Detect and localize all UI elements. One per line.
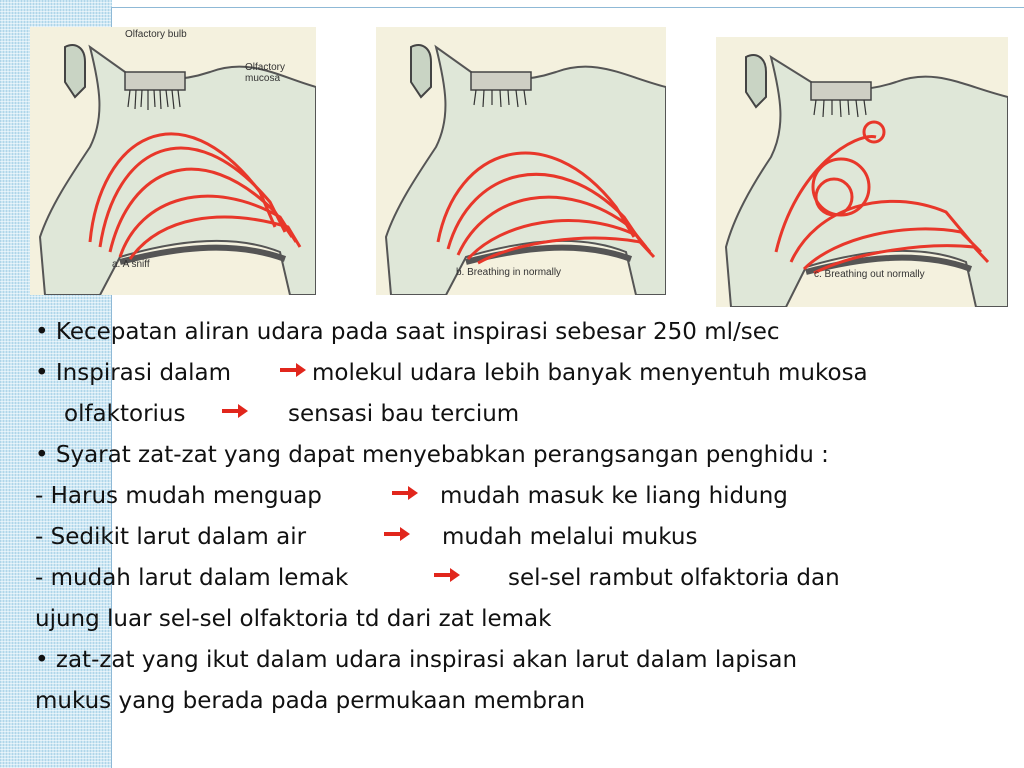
figure-label-a: a. A sniff	[112, 259, 150, 270]
smell-sensation: sensasi bau tercium	[288, 401, 520, 427]
text-line	[35, 312, 1010, 353]
right-arrow-icon	[392, 476, 418, 517]
figure-breathing-in	[376, 27, 666, 295]
text-line	[35, 394, 1010, 435]
requirement-volatile: - Harus mudah menguap	[35, 483, 322, 509]
figure-label-c: c. Breathing out normally	[814, 269, 925, 280]
text-line	[35, 681, 1010, 722]
bullet-deep-inspiration: • Inspirasi dalam	[35, 360, 232, 386]
bullet-mucus-dissolve: • zat-zat yang ikut dalam udara inspirasi akan larut dalam lapisan	[35, 647, 798, 673]
callout-olfactory-mucosa: Olfactory mucosa	[245, 62, 286, 84]
right-arrow-icon	[280, 353, 306, 394]
top-rule	[112, 7, 1024, 8]
nasal-cavity-diagram-breathing-out	[716, 37, 1008, 307]
right-arrow-icon	[384, 517, 410, 558]
requirement-lipid-soluble: - mudah larut dalam lemak	[35, 565, 349, 591]
bullet-airflow-speed: • Kecepatan aliran udara pada saat inspirasi sebesar 250 ml/sec	[35, 319, 780, 345]
text-line	[35, 435, 1010, 476]
olfactory-term: olfaktorius	[64, 401, 186, 427]
deep-inspiration-result: molekul udara lebih banyak menyentuh mukosa	[312, 360, 868, 386]
figure-sniff	[30, 27, 316, 295]
body-text	[35, 312, 1010, 722]
bullet-requirements: • Syarat zat-zat yang dapat menyebabkan perangsangan penghidu :	[35, 442, 829, 468]
nasal-cavity-diagram-breathing-in	[376, 27, 666, 295]
text-line	[35, 599, 1010, 640]
text-line	[35, 517, 1010, 558]
text-line	[35, 640, 1010, 681]
right-arrow-icon	[222, 394, 248, 435]
text-line	[35, 353, 1010, 394]
text-line	[35, 476, 1010, 517]
requirement-lipid-soluble-continued: ujung luar sel-sel olfaktoria td dari zat lemak	[35, 606, 552, 632]
figure-label-b: b. Breathing in normally	[456, 267, 562, 278]
figure-breathing-out	[716, 37, 1008, 307]
requirement-water-soluble-result: mudah melalui mukus	[442, 524, 698, 550]
callout-olfactory-bulb: Olfactory bulb	[125, 29, 187, 40]
bullet-mucus-dissolve-continued: mukus yang berada pada permukaan membran	[35, 688, 586, 714]
requirement-lipid-soluble-result: sel-sel rambut olfaktoria dan	[508, 565, 840, 591]
text-line	[35, 558, 1010, 599]
requirement-volatile-result: mudah masuk ke liang hidung	[440, 483, 788, 509]
requirement-water-soluble: - Sedikit larut dalam air	[35, 524, 307, 550]
right-arrow-icon	[434, 558, 460, 599]
